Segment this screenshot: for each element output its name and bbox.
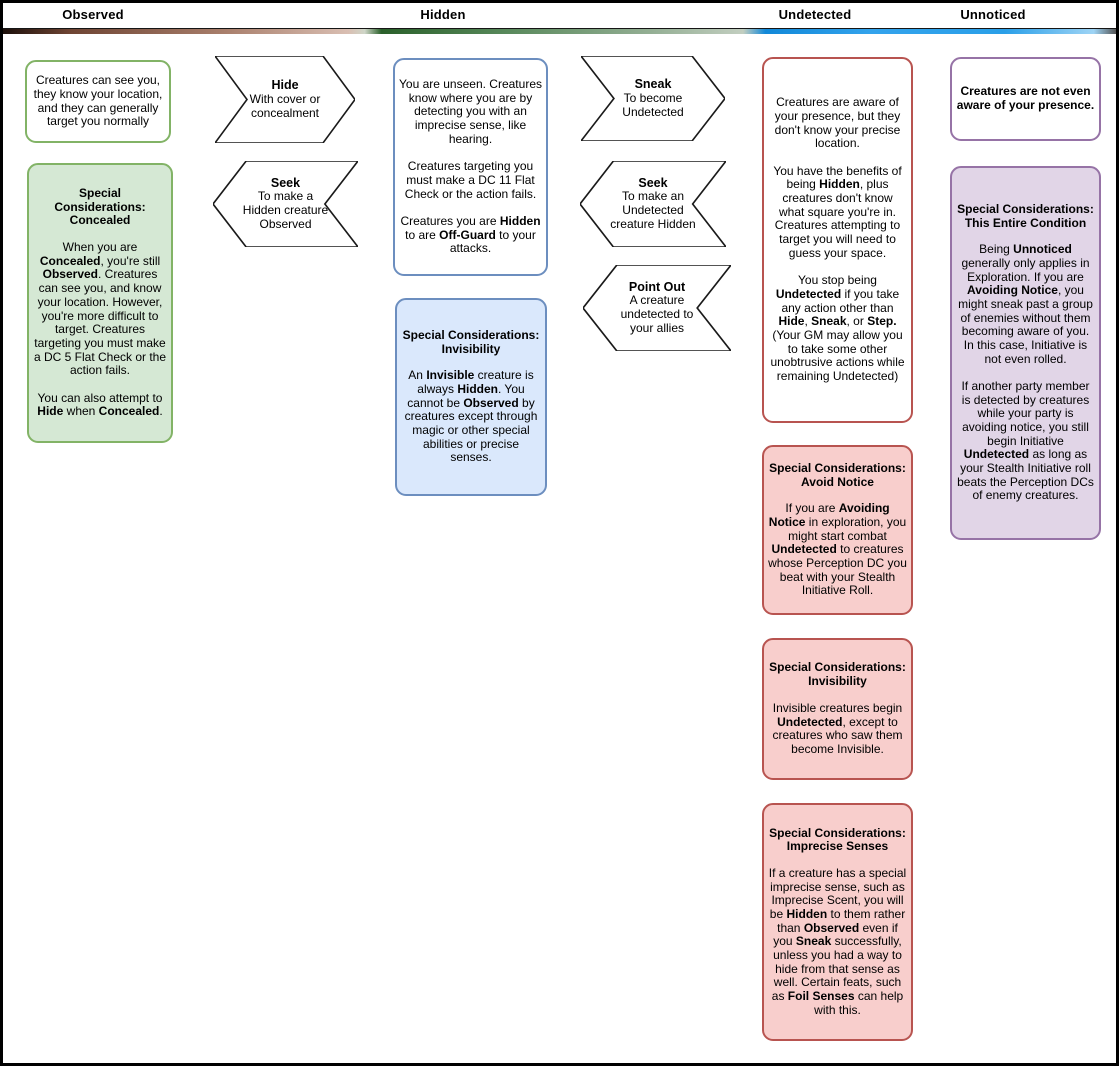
unnoticed-special-entire-condition-box	[950, 166, 1101, 540]
special-body: When you are Concealed, you're still Observed. Creatures can see you, and know your location. However, you're more difficult to target. Creatures targeting you must make a DC 5 Flat Check or the action fails. You can also attempt to Hide when Concealed.	[33, 240, 167, 419]
observed-special-concealed-box	[27, 163, 173, 443]
hidden-special-invisibility-box	[395, 298, 547, 496]
undetected-main-box	[762, 57, 913, 423]
special-title: Special Considerations: Invisibility	[402, 327, 540, 356]
special-body: If a creature has a special imprecise sense, such as Imprecise Scent, you will be Hidden to them rather than Observed even if you Sneak successfully, unless you had a way to hide from that sense as well. Certain feats, such as Foil Senses can help with this.	[768, 865, 907, 1017]
arrow-title: Seek	[270, 175, 301, 190]
special-body: Being Unnoticed generally only applies in Exploration. If you are Avoiding Notice, you might sneak past a group of enemies without them becoming aware of you. In this case, Initiative is not even rolled. If another party member is detected by creatures while your party is avoiding notice, you still begin Initiative Undetected as long as your Stealth Initiative roll beats the Perception DCs of enemy creatures.	[957, 242, 1094, 503]
header-gradient-divider	[3, 28, 1116, 34]
special-body: If you are Avoiding Notice in exploration, you might start combat Undetected to creatures whose Perception DC you beat with your Stealth Initiative Roll.	[768, 501, 907, 598]
hidden-main-text: You are unseen. Creatures know where you are by detecting you with an imprecise sense, like hearing. Creatures targeting you must make a DC 11 Flat Check or the action fails. Creatures you are Hidden to are Off-Guard to your attacks.	[399, 77, 542, 256]
special-title: Special Considerations: Invisibility	[769, 660, 906, 689]
column-header-undetected: Undetected	[778, 7, 852, 22]
arrow-subtitle: To become Undetected	[622, 90, 684, 119]
undetected-special-invisibility-box	[762, 638, 913, 780]
column-header-unnoticed: Unnoticed	[960, 7, 1026, 22]
sneak-arrow	[581, 56, 725, 141]
arrow-subtitle: To make an Undetected creature Hidden	[610, 189, 696, 232]
special-title: Special Considerations: This Entire Condition	[957, 201, 1094, 230]
header-bar	[3, 3, 1116, 28]
hide-arrow	[215, 56, 355, 143]
arrow-title: Seek	[638, 175, 668, 190]
special-body: An Invisible creature is always Hidden. You cannot be Observed by creatures except through magic or other special abilities or precise senses.	[404, 368, 538, 465]
arrow-subtitle: To make a Hidden creature Observed	[242, 189, 329, 232]
seek-to-hidden-arrow	[580, 161, 726, 247]
column-header-observed: Observed	[62, 7, 124, 22]
special-title: Special Considerations: Avoid Notice	[769, 460, 906, 489]
unnoticed-main-text: Creatures are not even aware of your presence.	[956, 84, 1095, 112]
arrow-subtitle: With cover or concealment	[249, 91, 321, 120]
arrow-title: Point Out	[628, 279, 686, 294]
undetected-special-imprecise-senses-box	[762, 803, 913, 1041]
special-title: Special Considerations: Imprecise Senses	[769, 825, 906, 854]
arrow-title: Sneak	[634, 77, 672, 92]
arrow-title: Hide	[271, 78, 299, 93]
undetected-main-text: Creatures are aware of your presence, but they don't know your precise location. You have the benefits of being Hidden, plus creatures don't know what square you're in. Creatures attempting to target you will need to guess your space. You stop being Undetected if you take any action other than Hide, Sneak, or Step. (Your GM may allow you to take some other unobtrusive actions while remaining Undetected)	[770, 95, 905, 383]
arrow-subtitle: A creature undetected to your allies	[620, 293, 694, 336]
seek-to-observed-arrow	[213, 161, 358, 247]
column-header-hidden: Hidden	[420, 7, 466, 22]
undetected-special-avoid-notice-box	[762, 445, 913, 615]
unnoticed-main-box	[950, 57, 1101, 141]
observed-main-box	[25, 60, 171, 143]
hidden-main-box	[393, 58, 548, 276]
observed-main-text: Creatures can see you, they know your location, and they can generally target you normally	[33, 73, 163, 129]
special-body: Invisible creatures begin Undetected, except to creatures who saw them become Invisible.	[772, 700, 903, 756]
special-title: Special Considerations: Concealed	[54, 186, 146, 228]
point-out-arrow	[583, 265, 731, 351]
